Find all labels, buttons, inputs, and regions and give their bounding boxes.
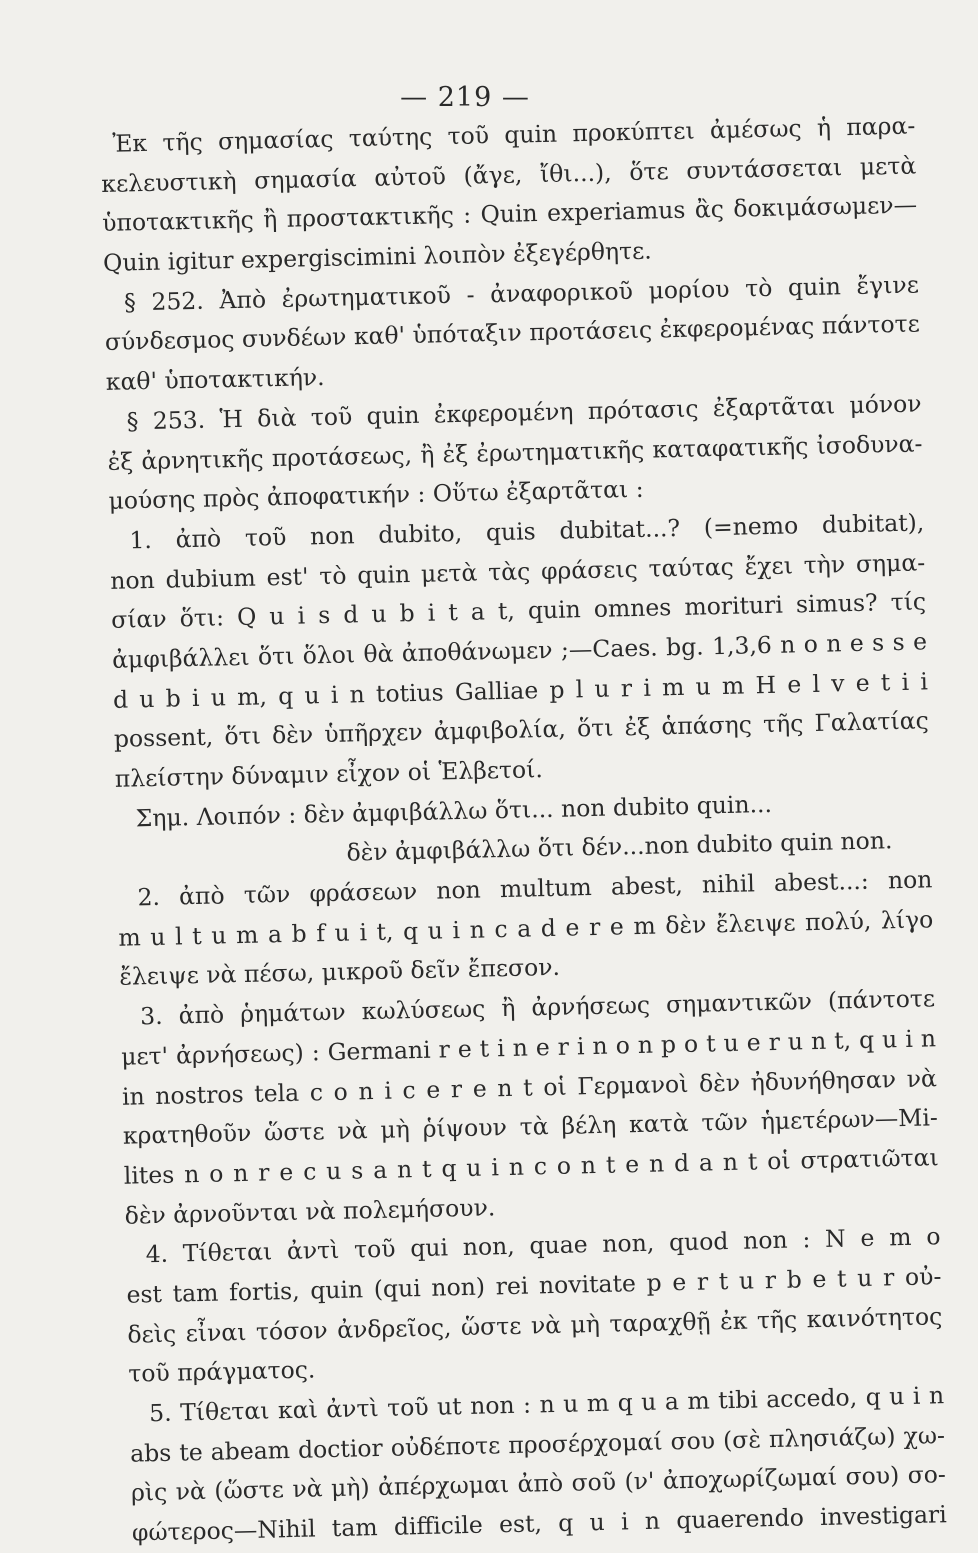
text-line: δὲν ἀμφιβάλλω ὅτι δέν...non dubito quin non. xyxy=(346,826,893,867)
text-line: 1. ἀπὸ τοῦ non dubito, quis dubitat...? (=nemo dubitat), xyxy=(129,508,925,555)
text-line: Quin igitur expergiscimini λοιπὸν ἐξεγέρθητε. xyxy=(102,236,652,278)
text-line: ὑποτακτικῆς ἢ προστακτικῆς : Quin experiamus ἂς δοκιμάσωμεν— xyxy=(101,190,918,238)
text-line: Σημ. Λοιπόν : δὲν ἀμφιβάλλω ὅτι... non dubito quin... xyxy=(135,789,773,833)
text-line: μετ' ἀρνήσεως) : Germani r e t i n e r i n o n p o t u e r u n t, q u i n xyxy=(120,1024,937,1071)
text-line: ἀμφιβάλλει ὅτι ὅλοι θὰ ἀποθάνωμεν ;—Caes. bg. 1,3,6 n o n e s s e xyxy=(111,627,928,674)
text-line: μούσης πρὸς ἀποφατικήν : Οὕτω ἐξαρτᾶται : xyxy=(108,474,644,516)
text-line: lites n o n r e c u s a n t q u i n c o n t e n d a n t οἱ στρατιῶται xyxy=(123,1143,939,1190)
text-line: 2. ἀπὸ τῶν φράσεων non multum abest, nihil abest...: non xyxy=(137,865,933,912)
text-line: § 252. Ἀπὸ ἐρωτηματικοῦ - ἀναφορικοῦ μορίου τὸ quin ἔγινε xyxy=(123,270,920,317)
text-line: σίαν ὅτι: Q u i s d u b i t a t, quin omnes morituri simus? τίς xyxy=(110,587,927,635)
text-line: δὲν ἀρνοῦνται νὰ πολεμήσουν. xyxy=(124,1192,496,1230)
text-line: in nostros tela c o n i c e r e n t οἱ Γερμανοὶ δὲν ἠδυνήθησαν νὰ xyxy=(121,1063,938,1111)
text-line: ἔλειψε νὰ πέσω, μικροῦ δεῖν ἔπεσον. xyxy=(119,953,561,992)
text-line: 5. Τίθεται καὶ ἀντὶ τοῦ ut non : n u m q u a m tibi accedo, q u i n xyxy=(148,1381,945,1428)
text-line: ἐξ ἀρνητικῆς προτάσεως, ἢ ἐξ ἐρωτηματικῆς καταφατικῆς ἰσοδυνα- xyxy=(107,428,923,476)
text-line: Ἐκ τῆς σημασίας ταύτης τοῦ quin προκύπτει ἀμέσως ἡ παρα- xyxy=(112,111,916,158)
text-line: est tam fortis, quin (qui non) rei novitate p e r t u r b e t u r οὐ- xyxy=(126,1262,942,1309)
text-line: δεὶς εἶναι τόσον ἀνδρεῖος, ὥστε νὰ μὴ ταραχθῇ ἐκ τῆς καινότητος xyxy=(127,1301,943,1349)
text-line: κρατηθοῦν ὥστε νὰ μὴ ῥίψουν τὰ βέλη κατὰ τῶν ἡμετέρων—Mi- xyxy=(122,1103,939,1150)
text-line: possent, ὅτι δὲν ὑπῆρχεν ἀμφιβολία, ὅτι ἐξ ἁπάσης τῆς Γαλατίας xyxy=(113,706,930,754)
page-number: — 219 — xyxy=(400,82,530,113)
text-line: non dubium est' τὸ quin μετὰ τὰς φράσεις ταύτας ἔχει τὴν σημα- xyxy=(110,547,926,595)
text-line: φώτερος—Nihil tam difficile est, q u i n quaerendo investigari xyxy=(131,1500,948,1547)
text-line: m u l t u m a b f u i t, q u i n c a d e r e m δὲν ἔλειψε πολύ, λίγο xyxy=(118,905,934,952)
text-line: 3. ἀπὸ ῥημάτων κωλύσεως ἢ ἀρνήσεως σημαντικῶν (πάντοτε xyxy=(139,984,936,1031)
body-text xyxy=(100,107,947,1553)
text-line: § 253. Ἡ διὰ τοῦ quin ἐκφερομένη πρότασις ἐξαρτᾶται μόνον xyxy=(126,389,922,436)
text-line: abs te abeam doctior οὐδέποτε προσέρχομαί σου (σὲ πλησιάζω) χω- xyxy=(129,1420,946,1468)
text-line: πλείστην δύναμιν εἶχον οἱ Ἑλβετοί. xyxy=(114,755,544,793)
text-line: κελευστικὴ σημασία αὐτοῦ (ἄγε, ἴθι...), ὅτε συντάσσεται μετὰ xyxy=(101,151,917,198)
text-line: σύνδεσμος συνδέων καθ' ὑπόταξιν προτάσεις ἐκφερομένας πάντοτε xyxy=(104,309,921,357)
text-line: 4. Τίθεται ἀντὶ τοῦ qui non, quae non, quod non : N e m o xyxy=(145,1222,941,1269)
text-line: τοῦ πράγματος. xyxy=(128,1355,316,1388)
text-line: καθ' ὑποτακτικήν. xyxy=(105,363,325,397)
text-line: ρὶς νὰ (ὥστε νὰ μὴ) ἀπέρχωμαι ἀπὸ σοῦ (ν' ἀποχωρίζωμαί σου) σο- xyxy=(130,1460,947,1508)
text-line: d u b i u m, q u i n totius Galliae p l u r i m u m H e l v e t i i xyxy=(112,666,929,714)
